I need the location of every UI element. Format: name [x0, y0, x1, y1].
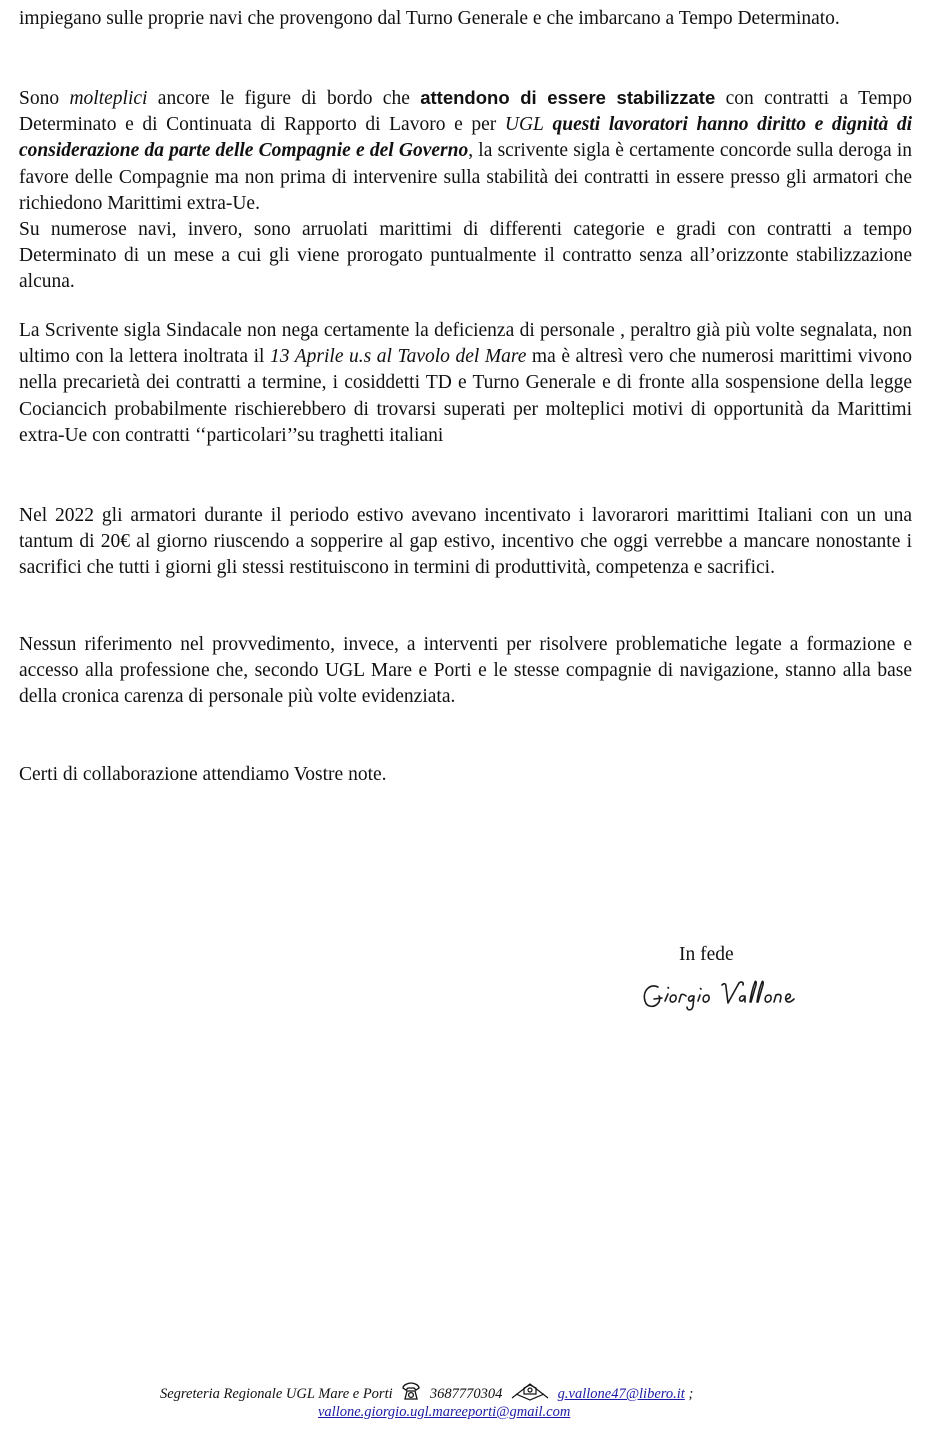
- paragraph-2-ugl: UGL: [504, 114, 544, 136]
- paragraph-1: [19, 6, 912, 32]
- paragraph-3: [19, 318, 912, 449]
- footer-email-link-2[interactable]: vallone.giorgio.ugl.mareeporti@gmail.com: [318, 1404, 571, 1420]
- paragraph-2-space: [544, 114, 553, 135]
- paragraph-2-text-d: , la scrivente sigla è certamente concorde sulla deroga in favore delle Compagnie ma non prima di intervenire sulla stabilità dei contratti in essere presso gli armatori che richiedono Marittimi extra-Ue.: [19, 140, 912, 214]
- handwritten-signature: [640, 975, 800, 1019]
- paragraph-2-text-a: Sono: [19, 88, 70, 109]
- paragraph-4: [19, 503, 912, 582]
- paragraph-4-text: Nel 2022 gli armatori durante il periodo estivo avevano incentivato i lavorarori marittimi Italiani con un una tantum di 20€ al giorno riuscendo a sopperire al gap estivo, incentivo che oggi verrebbe a mancare nonostante i sacrifici che tutti i giorni gli stessi restituiscono in termini di produttività, competenza e sacrifici.: [19, 505, 912, 579]
- footer-separator: ;: [688, 1386, 694, 1402]
- paragraph-6-text: Certi di collaborazione attendiamo Vostre note.: [19, 764, 387, 785]
- paragraph-2-text-b: ancore le figure di bordo che: [147, 88, 421, 109]
- paragraph-2-text-c: con contratti a Tempo Determinato e di Continuata di Rapporto di Lavoro e per: [19, 88, 912, 136]
- paragraph-1-text: impiegano sulle proprie navi che provengono dal Turno Generale e che imbarcano a Tempo Determinato.: [19, 8, 840, 29]
- footer-line-2: [318, 1402, 570, 1422]
- paragraph-3-italic-date: 13 Aprile u.s al Tavolo del Mare: [270, 346, 527, 368]
- paragraph-2-bold-stabilizzate: attendono di essere stabilizzate: [420, 87, 716, 108]
- paragraph-2: [19, 85, 912, 296]
- paragraph-5-text: Nessun riferimento nel provvedimento, invece, a interventi per risolvere problematiche legate a formazione e accesso alla professione che, secondo UGL Mare e Porti e le stesse compagnie di navigazione, stanno alla base della cronica carenza di personale più volte evidenziata.: [19, 634, 912, 708]
- paragraph-6: [19, 762, 912, 788]
- footer-office-name: Segreteria Regionale UGL Mare e Porti: [160, 1386, 393, 1402]
- footer-phone-number: 3687770304: [429, 1386, 503, 1402]
- signature-graphic: [640, 975, 800, 1019]
- footer-email-link-1[interactable]: g.vallone47@libero.it: [557, 1386, 685, 1402]
- paragraph-3-text-b: ma è altresì vero che numerosi marittimi vivono nella precarietà dei contratti a termine, i cosiddetti TD e Turno Generale e di fronte alla sospensione della legge Cociancich probabilmente rischierebbero di trovarsi superati per molteplici motivi di opportunità da Marittimi extra-Ue con contratti ‘‘particolari’’su traghetti italiani: [19, 346, 912, 446]
- paragraph-2-emphasis-molteplici: molteplici: [69, 88, 148, 109]
- paragraph-5: [19, 632, 912, 711]
- paragraph-2-bold-italic-statement: questi lavoratori hanno diritto e dignità di considerazione da parte delle Compagnie e del Governo: [19, 114, 912, 162]
- paragraph-2-text-e: Su numerose navi, invero, sono arruolati marittimi di differenti categorie e gradi con contratti a tempo Determinato di un mese a cui gli viene prorogato puntualmente il contratto senza all’orizzonte stabilizzazione alcuna.: [19, 219, 912, 293]
- paragraph-3-text-a: La Scrivente sigla Sindacale non nega certamente la deficienza di personale , peraltro già più volte segnalata, non ultimo con la lettera inoltrata il: [19, 320, 912, 368]
- closing-salutation: In fede: [679, 944, 734, 965]
